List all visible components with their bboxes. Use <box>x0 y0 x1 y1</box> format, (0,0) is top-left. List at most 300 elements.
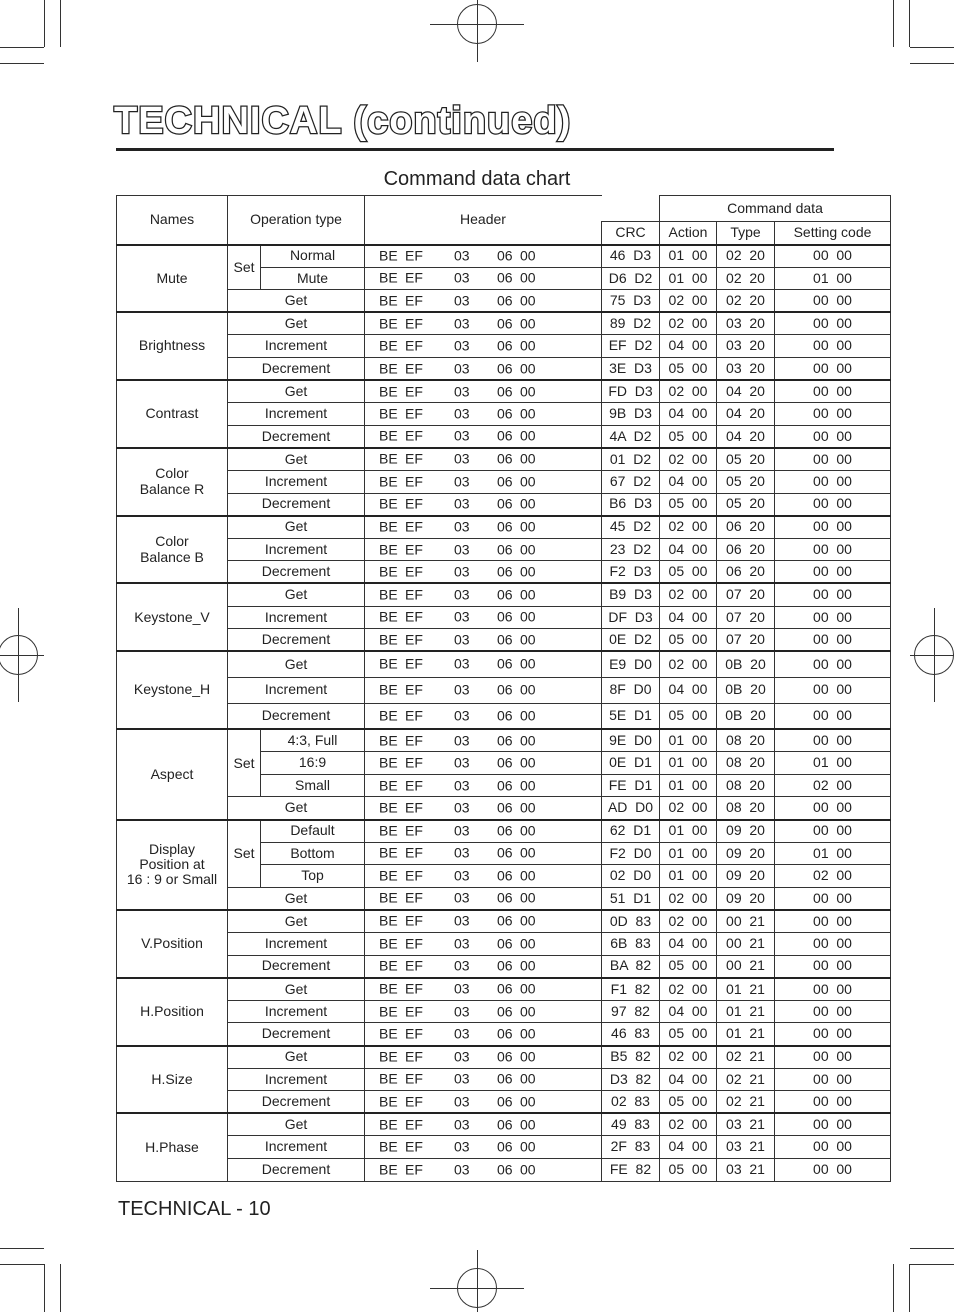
crop-mark <box>893 1264 894 1312</box>
header-byte: 06 <box>497 495 513 512</box>
header-byte: 03 <box>454 1002 470 1019</box>
table-row <box>117 1136 891 1159</box>
row-name: Display Position at 16 : 9 or Small <box>117 820 228 910</box>
operation-cell: Get <box>228 910 365 933</box>
code-cell: 00 00 <box>775 820 891 843</box>
header-byte: 06 <box>497 405 513 422</box>
header-byte: EF <box>405 518 423 535</box>
action-cell: 02 00 <box>660 797 717 820</box>
header-byte: 03 <box>454 1116 470 1133</box>
header-byte: 06 <box>497 608 513 625</box>
header-byte: BE <box>379 707 398 724</box>
header-byte: 00 <box>520 563 536 580</box>
row-name: Keystone_H <box>117 651 228 729</box>
action-cell: 02 00 <box>660 978 717 1001</box>
operation-cell: Normal <box>261 245 365 268</box>
type-cell: 07 20 <box>717 583 775 606</box>
table-row <box>117 312 891 335</box>
code-cell: 01 00 <box>775 842 891 865</box>
row-name: Aspect <box>117 729 228 819</box>
header-byte: 03 <box>454 630 470 647</box>
type-cell: 09 20 <box>717 865 775 888</box>
header-byte: EF <box>405 382 423 399</box>
action-cell: 04 00 <box>660 470 717 493</box>
table-row <box>117 1091 891 1114</box>
code-cell: 00 00 <box>775 448 891 471</box>
type-cell: 0B 20 <box>717 651 775 677</box>
header-byte: 03 <box>454 776 470 793</box>
header-byte: 06 <box>497 1070 513 1087</box>
action-cell: 02 00 <box>660 1046 717 1069</box>
header-byte: 00 <box>520 1025 536 1042</box>
code-cell: 01 00 <box>775 752 891 775</box>
type-cell: 08 20 <box>717 729 775 752</box>
header-byte: BE <box>379 655 398 672</box>
table-row <box>117 703 891 729</box>
header-command-data: Command data <box>660 196 891 222</box>
header-byte: 00 <box>520 1002 536 1019</box>
action-cell: 02 00 <box>660 448 717 471</box>
header-byte: 06 <box>497 1002 513 1019</box>
operation-cell: Decrement <box>228 493 365 516</box>
header-operation-type: Operation type <box>228 196 365 245</box>
header-byte: 06 <box>497 1048 513 1065</box>
type-cell: 06 20 <box>717 516 775 539</box>
header-byte: 00 <box>520 247 536 264</box>
header-byte: 03 <box>454 586 470 603</box>
page-footer: TECHNICAL - 10 <box>118 1198 271 1220</box>
table-row <box>117 335 891 358</box>
type-cell: 08 20 <box>717 774 775 797</box>
header-byte: 03 <box>454 450 470 467</box>
crc-cell: 23 D2 <box>602 538 660 561</box>
header-bytes-cell <box>365 933 602 956</box>
header-byte: 03 <box>454 754 470 771</box>
type-cell: 08 20 <box>717 797 775 820</box>
action-cell: 05 00 <box>660 1091 717 1114</box>
row-name: H.Phase <box>117 1113 228 1181</box>
header-bytes-cell <box>365 245 602 268</box>
action-cell: 02 00 <box>660 312 717 335</box>
table-row <box>117 910 891 933</box>
header-byte: 03 <box>454 540 470 557</box>
code-cell: 00 00 <box>775 703 891 729</box>
header-byte: BE <box>379 957 398 974</box>
header-bytes-cell <box>365 842 602 865</box>
table-row <box>117 677 891 703</box>
operation-cell: Increment <box>228 403 365 426</box>
code-cell: 00 00 <box>775 290 891 313</box>
crop-mark <box>44 0 45 47</box>
header-byte: 00 <box>520 822 536 839</box>
code-cell: 00 00 <box>775 1091 891 1114</box>
crc-cell: 62 D1 <box>602 820 660 843</box>
type-cell: 02 21 <box>717 1046 775 1069</box>
header-byte: 03 <box>454 495 470 512</box>
table-header-row <box>117 196 891 222</box>
action-cell: 04 00 <box>660 1136 717 1159</box>
header-byte: 06 <box>497 292 513 309</box>
header-byte: EF <box>405 957 423 974</box>
header-byte: 06 <box>497 867 513 884</box>
action-cell: 01 00 <box>660 245 717 268</box>
crop-mark <box>60 1264 61 1312</box>
operation-cell: 16:9 <box>261 752 365 775</box>
crop-mark <box>60 0 61 47</box>
action-cell: 01 00 <box>660 267 717 290</box>
action-cell: 01 00 <box>660 820 717 843</box>
table-row <box>117 955 891 978</box>
set-label: Set <box>228 245 261 290</box>
action-cell: 05 00 <box>660 561 717 584</box>
header-byte: 06 <box>497 427 513 444</box>
header-byte: 00 <box>520 957 536 974</box>
header-byte: EF <box>405 1093 423 1110</box>
operation-cell: Increment <box>228 606 365 629</box>
operation-cell: Increment <box>228 538 365 561</box>
type-cell: 01 21 <box>717 1023 775 1046</box>
header-byte: 06 <box>497 957 513 974</box>
header-byte: 06 <box>497 337 513 354</box>
crop-mark <box>0 47 44 48</box>
header-byte: 06 <box>497 518 513 535</box>
header-byte: 06 <box>497 935 513 952</box>
header-byte: 00 <box>520 315 536 332</box>
header-byte: EF <box>405 844 423 861</box>
table-row <box>117 629 891 652</box>
code-cell: 00 00 <box>775 910 891 933</box>
crc-cell: 0E D2 <box>602 629 660 652</box>
action-cell: 05 00 <box>660 955 717 978</box>
crc-cell: 02 83 <box>602 1091 660 1114</box>
crc-cell: 51 D1 <box>602 887 660 910</box>
table-row <box>117 583 891 606</box>
header-byte: 00 <box>520 1138 536 1155</box>
page-title: TECHNICAL (continued) <box>114 100 572 142</box>
header-byte: 03 <box>454 315 470 332</box>
operation-cell: Increment <box>228 677 365 703</box>
header-bytes-cell <box>365 470 602 493</box>
crc-cell: 4A D2 <box>602 425 660 448</box>
code-cell: 00 00 <box>775 606 891 629</box>
header-byte: 06 <box>497 655 513 672</box>
header-bytes-cell <box>365 357 602 380</box>
crop-mark <box>0 63 44 64</box>
header-byte: 00 <box>520 269 536 286</box>
header-byte: 03 <box>454 1025 470 1042</box>
type-cell: 02 20 <box>717 267 775 290</box>
operation-cell: Decrement <box>228 629 365 652</box>
action-cell: 04 00 <box>660 1068 717 1091</box>
header-byte: 06 <box>497 681 513 698</box>
table-row <box>117 1046 891 1069</box>
header-byte: BE <box>379 912 398 929</box>
header-byte: 06 <box>497 630 513 647</box>
command-data-table <box>116 195 891 1182</box>
title-rule <box>116 148 834 151</box>
header-byte: 03 <box>454 732 470 749</box>
code-cell: 00 00 <box>775 978 891 1001</box>
header-header-ext <box>602 196 660 222</box>
table-row <box>117 651 891 677</box>
action-cell: 05 00 <box>660 1158 717 1181</box>
operation-cell: Decrement <box>228 561 365 584</box>
header-byte: 00 <box>520 732 536 749</box>
action-cell: 01 00 <box>660 729 717 752</box>
crc-cell: EF D2 <box>602 335 660 358</box>
table-row <box>117 245 891 268</box>
header-byte: BE <box>379 1138 398 1155</box>
header-byte: 03 <box>454 1138 470 1155</box>
header-byte: EF <box>405 269 423 286</box>
code-cell: 00 00 <box>775 312 891 335</box>
action-cell: 01 00 <box>660 774 717 797</box>
crc-cell: B5 82 <box>602 1046 660 1069</box>
code-cell: 00 00 <box>775 1136 891 1159</box>
header-bytes-cell <box>365 1068 602 1091</box>
header-byte: 00 <box>520 1116 536 1133</box>
type-cell: 00 21 <box>717 910 775 933</box>
header-bytes-cell <box>365 651 602 677</box>
table-row <box>117 448 891 471</box>
header-byte: EF <box>405 1161 423 1178</box>
header-byte: 03 <box>454 1161 470 1178</box>
header-byte: 03 <box>454 707 470 724</box>
code-cell: 00 00 <box>775 538 891 561</box>
crc-cell: F1 82 <box>602 978 660 1001</box>
code-cell: 00 00 <box>775 425 891 448</box>
header-bytes-cell <box>365 403 602 426</box>
table-row <box>117 606 891 629</box>
operation-cell: Get <box>228 797 365 820</box>
header-byte: 03 <box>454 563 470 580</box>
table-row <box>117 357 891 380</box>
header-byte: 00 <box>520 889 536 906</box>
action-cell: 01 00 <box>660 842 717 865</box>
code-cell: 00 00 <box>775 380 891 403</box>
action-cell: 04 00 <box>660 335 717 358</box>
header-bytes-cell <box>365 1091 602 1114</box>
header-bytes-cell <box>365 516 602 539</box>
header-byte: EF <box>405 292 423 309</box>
type-cell: 03 21 <box>717 1113 775 1136</box>
header-byte: BE <box>379 292 398 309</box>
header-byte: 06 <box>497 1138 513 1155</box>
crc-cell: 75 D3 <box>602 290 660 313</box>
header-crc: CRC <box>602 222 660 245</box>
type-cell: 0B 20 <box>717 677 775 703</box>
header-byte: BE <box>379 732 398 749</box>
header-action: Action <box>660 222 717 245</box>
registration-mark-right-v <box>934 608 935 702</box>
type-cell: 05 20 <box>717 448 775 471</box>
header-byte: 03 <box>454 247 470 264</box>
header-type: Type <box>717 222 775 245</box>
header-byte: 06 <box>497 563 513 580</box>
header-byte: 03 <box>454 382 470 399</box>
header-byte: 06 <box>497 980 513 997</box>
header-byte: 03 <box>454 935 470 952</box>
header-byte: BE <box>379 867 398 884</box>
crc-cell: DF D3 <box>602 606 660 629</box>
crc-cell: 0D 83 <box>602 910 660 933</box>
operation-cell: Decrement <box>228 1158 365 1181</box>
header-byte: EF <box>405 586 423 603</box>
header-byte: EF <box>405 405 423 422</box>
header-byte: 06 <box>497 247 513 264</box>
header-byte: 00 <box>520 655 536 672</box>
header-byte: EF <box>405 495 423 512</box>
type-cell: 03 21 <box>717 1136 775 1159</box>
header-byte: BE <box>379 1116 398 1133</box>
header-byte: 00 <box>520 776 536 793</box>
crop-mark <box>909 0 910 47</box>
action-cell: 02 00 <box>660 290 717 313</box>
header-byte: BE <box>379 359 398 376</box>
header-byte: 06 <box>497 269 513 286</box>
header-byte: 00 <box>520 630 536 647</box>
header-bytes-cell <box>365 820 602 843</box>
header-names: Names <box>117 196 228 245</box>
code-cell: 00 00 <box>775 955 891 978</box>
code-cell: 00 00 <box>775 516 891 539</box>
header-bytes-cell <box>365 752 602 775</box>
header-byte: 06 <box>497 822 513 839</box>
table-row <box>117 978 891 1001</box>
table-row <box>117 820 891 843</box>
table-row <box>117 290 891 313</box>
header-byte: 03 <box>454 292 470 309</box>
crc-cell: E9 D0 <box>602 651 660 677</box>
code-cell: 00 00 <box>775 1023 891 1046</box>
header-byte: BE <box>379 405 398 422</box>
header-byte: EF <box>405 1070 423 1087</box>
type-cell: 01 21 <box>717 978 775 1001</box>
header-byte: BE <box>379 889 398 906</box>
crc-cell: 49 83 <box>602 1113 660 1136</box>
operation-cell: Increment <box>228 1000 365 1023</box>
code-cell: 00 00 <box>775 1113 891 1136</box>
operation-cell: Small <box>261 774 365 797</box>
header-byte: 03 <box>454 957 470 974</box>
operation-cell: Decrement <box>228 955 365 978</box>
type-cell: 05 20 <box>717 470 775 493</box>
operation-cell: Get <box>228 583 365 606</box>
header-byte: EF <box>405 315 423 332</box>
action-cell: 04 00 <box>660 677 717 703</box>
type-cell: 02 21 <box>717 1091 775 1114</box>
operation-cell: Increment <box>228 335 365 358</box>
action-cell: 05 00 <box>660 629 717 652</box>
code-cell: 00 00 <box>775 651 891 677</box>
header-byte: EF <box>405 935 423 952</box>
header-bytes-cell <box>365 910 602 933</box>
code-cell: 00 00 <box>775 1046 891 1069</box>
header-byte: EF <box>405 450 423 467</box>
header-byte: EF <box>405 732 423 749</box>
header-byte: 06 <box>497 540 513 557</box>
operation-cell: Bottom <box>261 842 365 865</box>
header-byte: 00 <box>520 1161 536 1178</box>
header-byte: 00 <box>520 382 536 399</box>
code-cell: 00 00 <box>775 677 891 703</box>
crc-cell: B6 D3 <box>602 493 660 516</box>
code-cell: 00 00 <box>775 561 891 584</box>
code-cell: 00 00 <box>775 797 891 820</box>
header-byte: 00 <box>520 1093 536 1110</box>
operation-cell: 4:3, Full <box>261 729 365 752</box>
header-bytes-cell <box>365 797 602 820</box>
type-cell: 09 20 <box>717 842 775 865</box>
header-byte: BE <box>379 776 398 793</box>
header-byte: EF <box>405 980 423 997</box>
header-byte: 00 <box>520 681 536 698</box>
header-bytes-cell <box>365 425 602 448</box>
code-cell: 00 00 <box>775 933 891 956</box>
header-byte: 03 <box>454 473 470 490</box>
type-cell: 06 20 <box>717 561 775 584</box>
header-bytes-cell <box>365 1000 602 1023</box>
code-cell: 00 00 <box>775 583 891 606</box>
header-byte: 06 <box>497 754 513 771</box>
table-row <box>117 797 891 820</box>
code-cell: 02 00 <box>775 865 891 888</box>
header-byte: 00 <box>520 867 536 884</box>
header-byte: 00 <box>520 405 536 422</box>
action-cell: 04 00 <box>660 1000 717 1023</box>
header-bytes-cell <box>365 606 602 629</box>
header-byte: 03 <box>454 1070 470 1087</box>
header-byte: BE <box>379 844 398 861</box>
header-byte: 03 <box>454 1048 470 1065</box>
header-byte: BE <box>379 473 398 490</box>
crop-mark <box>0 1248 44 1249</box>
type-cell: 04 20 <box>717 403 775 426</box>
crc-cell: F2 D0 <box>602 842 660 865</box>
crc-cell: FD D3 <box>602 380 660 403</box>
table-row <box>117 538 891 561</box>
type-cell: 00 21 <box>717 933 775 956</box>
header-byte: BE <box>379 1048 398 1065</box>
header-byte: 00 <box>520 450 536 467</box>
table-row <box>117 403 891 426</box>
header-byte: 03 <box>454 822 470 839</box>
header-byte: 06 <box>497 732 513 749</box>
row-name: Mute <box>117 245 228 313</box>
table-row <box>117 933 891 956</box>
crc-cell: FE D1 <box>602 774 660 797</box>
header-byte: 03 <box>454 681 470 698</box>
type-cell: 04 20 <box>717 425 775 448</box>
crop-mark <box>893 0 894 47</box>
header-byte: EF <box>405 1138 423 1155</box>
type-cell: 03 21 <box>717 1158 775 1181</box>
header-byte: 06 <box>497 889 513 906</box>
code-cell: 00 00 <box>775 1068 891 1091</box>
row-name: Brightness <box>117 312 228 380</box>
crop-mark <box>910 1264 954 1265</box>
crc-cell: 5E D1 <box>602 703 660 729</box>
header-byte: 06 <box>497 586 513 603</box>
code-cell: 00 00 <box>775 1000 891 1023</box>
type-cell: 03 20 <box>717 335 775 358</box>
header-byte: BE <box>379 1025 398 1042</box>
header-bytes-cell <box>365 538 602 561</box>
header-byte: 03 <box>454 655 470 672</box>
action-cell: 02 00 <box>660 651 717 677</box>
crc-cell: 8F D0 <box>602 677 660 703</box>
header-byte: 03 <box>454 867 470 884</box>
